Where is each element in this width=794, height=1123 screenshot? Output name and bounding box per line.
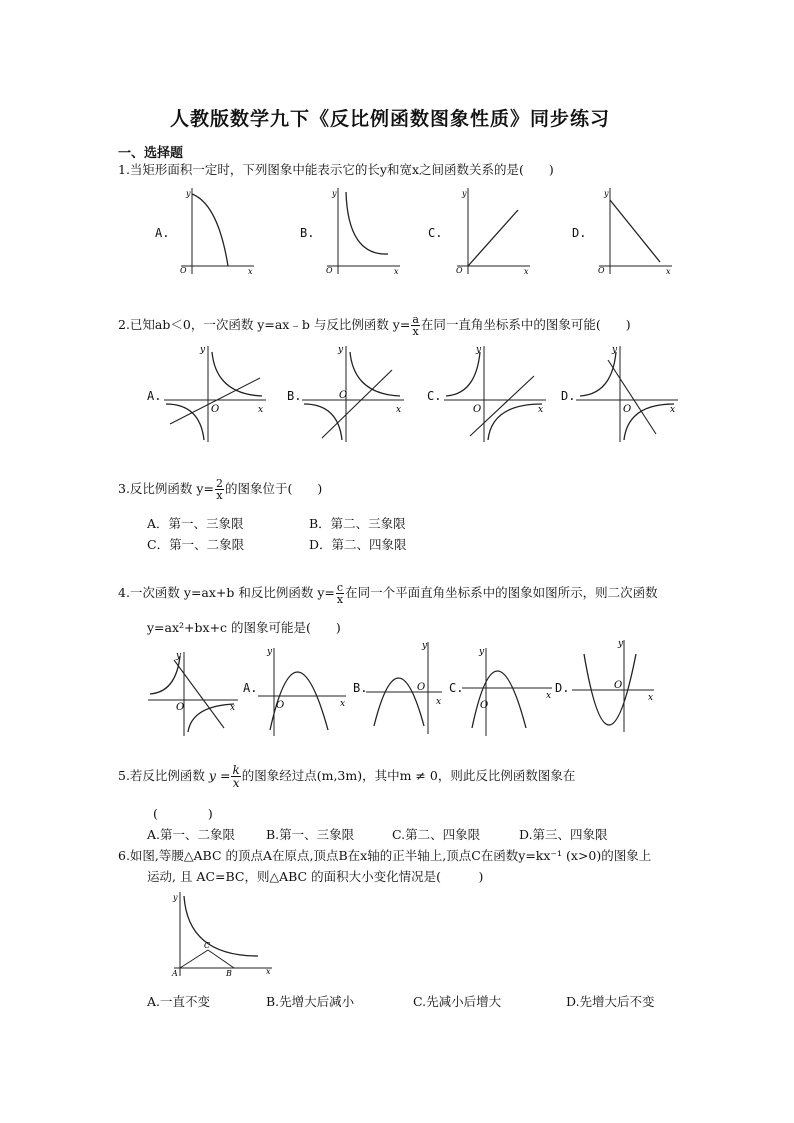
q6-option-b[interactable]: B.先增大后减小 bbox=[266, 994, 355, 1009]
svg-text:y: y bbox=[267, 647, 273, 657]
q4-option-b[interactable]: B. bbox=[353, 681, 368, 695]
x-axis-label: x bbox=[248, 267, 253, 276]
q1-option-b[interactable]: B. bbox=[300, 226, 315, 240]
q4-graph-a bbox=[258, 644, 348, 738]
q5-option-d[interactable]: D.第三、四象限 bbox=[519, 827, 608, 842]
question-4: 4.一次函数 y=ax+b 和反比例函数 y= $\frac{c}{x}$ 在同一个平面直角坐标系中的图象如图所示，则二次函数 bbox=[118, 581, 658, 606]
q1-graph-c bbox=[452, 186, 532, 276]
svg-text:x: x bbox=[546, 691, 552, 701]
question-4-line2: y=ax²+bx+c 的图象可能是( ) bbox=[147, 620, 341, 635]
svg-text:y: y bbox=[200, 345, 206, 355]
q4-option-d[interactable]: D. bbox=[555, 681, 570, 695]
q2-option-c[interactable]: C. bbox=[427, 389, 442, 403]
question-2: 2.已知ab＜0，一次函数 y=ax﹣b 与反比例函数 y= $\frac{a}{x}$ 在同一直角坐标系中的图象可能( ) bbox=[118, 313, 631, 338]
q4-graph-b bbox=[366, 640, 446, 736]
svg-text:O: O bbox=[176, 702, 185, 713]
svg-text:y: y bbox=[479, 647, 485, 657]
svg-text:y: y bbox=[618, 639, 624, 649]
section-heading: 一、选择题 bbox=[118, 146, 184, 161]
q2-graph-c bbox=[444, 342, 548, 446]
q2-option-d[interactable]: D. bbox=[561, 389, 576, 403]
q3-option-d[interactable]: D．第二、四象限 bbox=[309, 537, 407, 552]
question-6: 6.如图,等腰△ABC 的顶点A在原点,顶点B在x轴的正半轴上,顶点C在函数y=kx⁻¹ (x>0)的图象上 bbox=[118, 848, 652, 863]
y-axis-label: y bbox=[332, 189, 337, 198]
svg-text:A: A bbox=[172, 969, 178, 978]
svg-text:O: O bbox=[339, 390, 348, 401]
y-axis-label: y bbox=[462, 189, 467, 198]
q4-graph-d bbox=[572, 636, 656, 734]
q6-graph bbox=[164, 890, 274, 978]
y-axis-label: y bbox=[604, 189, 609, 198]
svg-text:O: O bbox=[417, 682, 426, 693]
q5-option-a[interactable]: A.第一、二象限 bbox=[147, 827, 236, 842]
q1-option-d[interactable]: D. bbox=[572, 226, 587, 240]
q2-option-b[interactable]: B. bbox=[287, 389, 302, 403]
svg-text:y: y bbox=[476, 345, 482, 355]
page-title: 人教版数学九下《反比例函数图象性质》同步练习 bbox=[170, 108, 611, 130]
svg-text:B: B bbox=[226, 969, 232, 978]
svg-text:x: x bbox=[648, 693, 654, 703]
svg-text:O: O bbox=[623, 404, 632, 415]
q1-graph-d bbox=[594, 186, 674, 276]
svg-text:O: O bbox=[211, 404, 220, 415]
x-axis-label: x bbox=[394, 267, 399, 276]
question-3: 3.反比例函数 y= $\frac{2}{x}$ 的图象位于( ) bbox=[118, 477, 323, 502]
q1-option-c[interactable]: C. bbox=[428, 226, 443, 240]
origin-label: O bbox=[598, 266, 605, 275]
q2-graph-a bbox=[164, 342, 268, 446]
svg-text:x: x bbox=[396, 405, 402, 415]
svg-text:O: O bbox=[480, 700, 489, 711]
svg-text:y: y bbox=[338, 345, 344, 355]
svg-text:x: x bbox=[670, 405, 676, 415]
y-axis-label: y bbox=[186, 189, 191, 198]
svg-text:O: O bbox=[473, 404, 482, 415]
question-5: 5.若反比例函数 y = $\frac{k}{x}$ 的图象经过点(m,3m)，其中m ≠ 0，则此反比例函数图象在 bbox=[118, 763, 576, 790]
svg-text:x: x bbox=[258, 405, 264, 415]
q6-option-a[interactable]: A.一直不变 bbox=[147, 994, 211, 1009]
svg-text:y: y bbox=[173, 893, 178, 902]
svg-text:y: y bbox=[422, 641, 428, 651]
q2-graph-d bbox=[576, 342, 680, 446]
question-6-line2: 运动, 且 AC=BC，则△ABC 的面积大小变化情况是( ) bbox=[147, 869, 484, 884]
q4-option-a[interactable]: A. bbox=[243, 681, 258, 695]
q1-graph-b bbox=[322, 186, 402, 276]
q3-option-b[interactable]: B．第二、三象限 bbox=[309, 516, 406, 531]
x-axis-label: x bbox=[666, 267, 671, 276]
svg-text:x: x bbox=[538, 405, 544, 415]
svg-text:y: y bbox=[612, 345, 618, 355]
svg-text:x: x bbox=[230, 703, 236, 713]
svg-text:x: x bbox=[340, 699, 346, 709]
svg-text:x: x bbox=[266, 967, 271, 976]
q6-option-d[interactable]: D.先增大后不变 bbox=[566, 994, 655, 1009]
q3-option-a[interactable]: A．第一、三象限 bbox=[147, 516, 244, 531]
q6-option-c[interactable]: C.先减小后增大 bbox=[413, 994, 502, 1009]
question-1: 1.当矩形面积一定时，下列图象中能表示它的长y和宽x之间函数关系的是( ) bbox=[118, 162, 554, 177]
q5-option-c[interactable]: C.第二、四象限 bbox=[392, 827, 481, 842]
svg-text:O: O bbox=[276, 700, 285, 711]
origin-label: O bbox=[456, 266, 463, 275]
origin-label: O bbox=[180, 266, 187, 275]
q3-option-c[interactable]: C．第一、二象限 bbox=[147, 537, 245, 552]
q4-graph-c bbox=[462, 644, 554, 738]
origin-label: O bbox=[326, 266, 333, 275]
svg-text:O: O bbox=[614, 680, 623, 691]
question-5-line2: ( ) bbox=[153, 806, 213, 821]
q1-option-a[interactable]: A. bbox=[155, 226, 170, 240]
q2-graph-b bbox=[302, 342, 406, 446]
q4-option-c[interactable]: C. bbox=[449, 681, 464, 695]
q2-option-a[interactable]: A. bbox=[147, 389, 162, 403]
svg-text:C: C bbox=[204, 941, 211, 950]
x-axis-label: x bbox=[524, 267, 529, 276]
svg-text:y: y bbox=[176, 651, 182, 661]
q5-option-b[interactable]: B.第一、三象限 bbox=[266, 827, 355, 842]
svg-text:x: x bbox=[436, 697, 442, 707]
q1-graph-a bbox=[176, 186, 256, 276]
q4-given-graph bbox=[148, 648, 240, 738]
